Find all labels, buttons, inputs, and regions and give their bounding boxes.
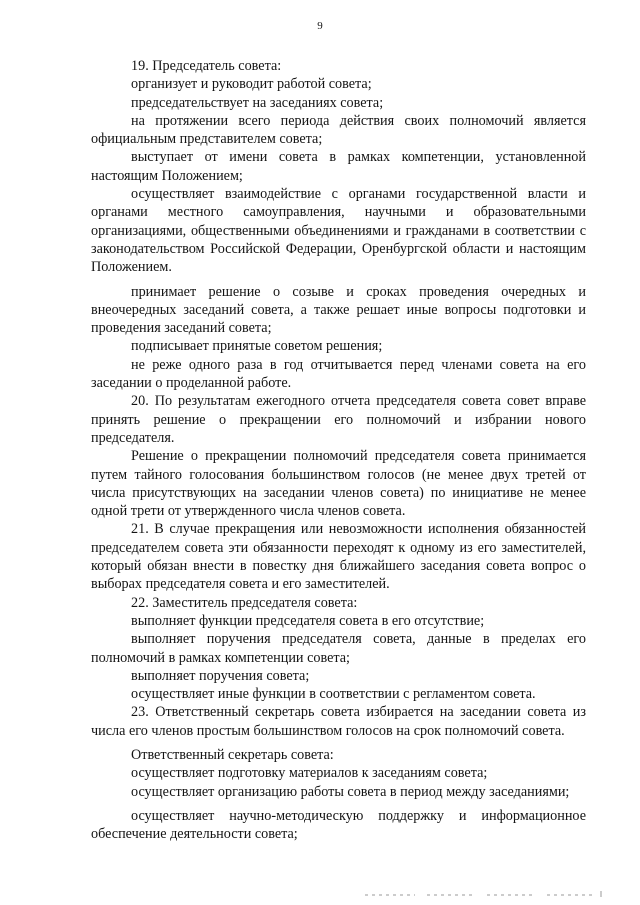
paragraph: осуществляет организацию работы совета в период между заседаниями; [131, 783, 570, 800]
paragraph-23: 23. Ответственный секретарь совета избирается на заседании совета из числа его членов простым большинством голосов на срок полномочий совета. [91, 704, 586, 739]
paragraph-19-heading: 19. Председатель совета: [131, 58, 282, 74]
paragraph: не реже одного раза в год отчитывается перед членами совета на его заседании о проделанной работе. [91, 356, 586, 392]
paragraph: осуществляет подготовку материалов к заседаниям совета; [131, 765, 488, 782]
page-number: 9 [317, 20, 323, 32]
paragraph: осуществляет научно-методическую поддержку и информационное обеспечение деятельности совета; [91, 807, 586, 843]
document-body [91, 57, 586, 843]
paragraph: выполняет поручения совета; [131, 667, 310, 684]
paragraph-22-heading: 22. Заместитель председателя совета: [131, 594, 358, 611]
paragraph: выполняет поручения председателя совета, данные в пределах его полномочий в рамках компетенции совета; [91, 631, 586, 666]
paragraph: принимает решение о созыве и сроках проведения очередных и внеочередных заседаний совета, а также решает иные вопросы подготовки и проведения заседаний совета; [91, 283, 586, 337]
paragraph: выполняет функции председателя совета в его отсутствие; [131, 612, 485, 629]
paragraph: Решение о прекращении полномочий председателя совета принимается путем тайного голосования большинством голосов (не менее двух третей от числа присутствующих на заседании членов совета) по инициативе не менее одной трети от утвержденного числа членов совета. [91, 448, 586, 520]
paragraph: председательствует на заседаниях совета; [131, 94, 384, 111]
paragraph-20: 20. По результатам ежегодного отчета председателя совета совет вправе принять решение о прекращении его полномочий и избрании нового председателя. [91, 393, 586, 446]
scan-artifact-marks [365, 891, 605, 897]
paragraph: осуществляет взаимодействие с органами государственной власти и органами местного самоуправления, научными и образовательными организациями, общественными объединениями и гражданами в соответствии с законодательством Российской Федерации, Оренбургской области и настоящим Положением. [91, 186, 586, 276]
paragraph: Ответственный секретарь совета: [131, 746, 334, 763]
paragraph: на протяжении всего периода действия своих полномочий является официальным представителем совета; [91, 112, 586, 148]
paragraph: осуществляет иные функции в соответствии с регламентом совета. [131, 686, 536, 703]
paragraph: организует и руководит работой совета; [131, 76, 372, 93]
paragraph: подписывает принятые советом решения; [131, 338, 383, 355]
paragraph: выступает от имени совета в рамках компетенции, установленной настоящим Положением; [91, 149, 586, 184]
paragraph-21: 21. В случае прекращения или невозможности исполнения обязанностей председателем совета эти обязанности переходят к одному из его заместителей, который обязан внести в повестку дня ближайшего заседания совета вопрос о выборах председателя совета и его заместителей. [91, 521, 586, 593]
